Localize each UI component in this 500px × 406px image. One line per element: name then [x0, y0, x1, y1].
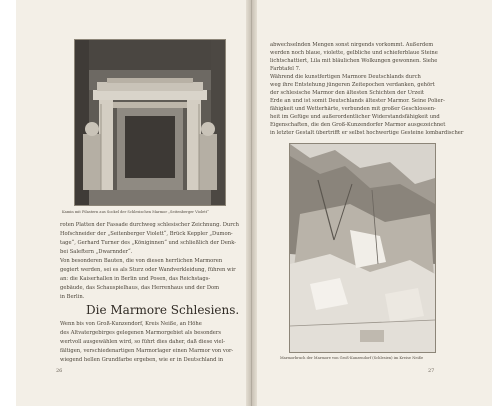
quarry-caption: Marmorbruch der Marmore von Groß-Kunzendorf (Schlesien) im Kreise Neiße: [280, 356, 424, 360]
book-gutter: [246, 0, 257, 406]
text-line: heit im Gefüge und außerordentlicher Widerstandsfähigkeit und: [270, 114, 440, 120]
section-heading: Die Marmore Schlesiens.: [86, 303, 240, 317]
text-line: fähigkeit und Wetterhärte, verbunden mit großer Geschlossen-: [270, 106, 436, 112]
page-number-left: 26: [56, 368, 63, 374]
text-line: gebäude, das Schauspielhaus, das Herrenhaus und der Dom: [60, 285, 220, 291]
text-line: Wenn bis von Groß-Kunzendorf, Kreis Neiße, an Höhe: [60, 321, 202, 327]
quarry-photo: [289, 143, 436, 353]
text-line: in Berlin.: [60, 294, 85, 300]
text-line: in letzter Gestalt übertrifft er selbst hochwertige Gesteine lombardischer: [270, 130, 464, 136]
text-line: Von besonderen Bauten, die von diesen herrlichen Marmoren: [60, 258, 223, 264]
fireplace-illustration: [75, 40, 225, 205]
text-line: fältigen, verschiedenartigen Marmorlager einen Marmor von vor-: [60, 348, 234, 354]
text-line: an: die Kaiserhallen in Berlin und Posen, das Reichstags-: [60, 276, 211, 282]
text-line: werden noch blaue, violette, gelbliche und schieferblaue Steine: [270, 50, 438, 56]
text-line: Erde an und ist somit Deutschlands ältester Marmor. Seine Polier-: [270, 98, 445, 104]
text-line: roten Platten der Fassade durchweg schlesischer Zeichnung. Durch: [60, 222, 239, 228]
text-line: wiegend hellen Grundfarbe ergeben, wie er in Deutschland in: [60, 357, 224, 363]
quarry-illustration: [290, 144, 435, 352]
fireplace-caption: Kamin mit Pilastern aus Sockel der Schlesischen Marmor „Seitenberger Violett“: [62, 210, 209, 214]
page-number-right: 27: [428, 368, 435, 374]
text-line: abwechselnden Mengen sonst nirgends vorkommt. Außerdem: [270, 42, 434, 48]
text-line: des Altvatergebirges gelegenen Marmorgebiet als besonders: [60, 330, 222, 336]
text-line: weg ihre Entstehung jüngeren Zeitepochen verdanken, gehört: [270, 82, 435, 88]
text-line: wertvoll ausgewählen wird, so führt dies daher, daß diese viel-: [60, 339, 226, 345]
text-line: gegiert werden, sei es als Sturz oder Wandverkleidung, führen wir: [60, 267, 236, 273]
text-line: bei Saleftern „Dwarnnder“.: [60, 249, 133, 255]
fireplace-photo: [74, 39, 226, 206]
text-line: der schlesische Marmor den ältesten Schichten der Urzeit: [270, 90, 425, 96]
text-line: Hofschneider der „Seitenberger Violett“, Brück Keppler „Dumon-: [60, 231, 233, 237]
text-line: Eigenschaften, die den Groß-Kunzendorfer Marmor ausgezeichnet: [270, 122, 446, 128]
text-line: Während die kunstfertigen Marmore Deutschlands durch: [270, 74, 421, 80]
text-line: Farbtafel 7.: [270, 66, 301, 72]
text-line: tage“, Gerhard Turner des „Königinnen“ und schließlich der Denk-: [60, 240, 237, 246]
text-line: lichtschattiert, Lila mit bläulichen Wolkungen gewonnen. Siehe: [270, 58, 438, 64]
